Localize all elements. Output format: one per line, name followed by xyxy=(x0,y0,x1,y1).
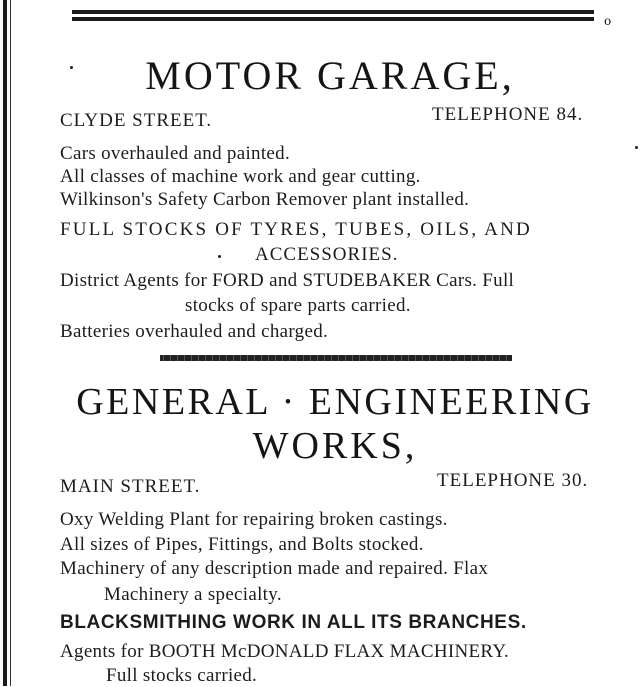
print-speck xyxy=(218,255,221,258)
engineering-street: MAIN STREET. xyxy=(60,476,201,497)
engineering-agents-line: Agents for BOOTH McDONALD FLAX MACHINERY. xyxy=(60,641,509,662)
print-speck xyxy=(635,146,638,149)
engineering-service-line: Oxy Welding Plant for repairing broken castings. xyxy=(60,509,448,530)
garage-agents-line: District Agents for FORD and STUDEBAKER Cars. Full xyxy=(60,270,515,291)
garage-service-line: Wilkinson's Safety Carbon Remover plant installed. xyxy=(60,189,470,210)
engineering-full-stocks-line: Full stocks carried. xyxy=(106,665,258,686)
garage-street: CLYDE STREET. xyxy=(60,110,213,131)
garage-stocks-line-cont: ACCESSORIES. xyxy=(255,244,399,265)
engineering-telephone: TELEPHONE 30. xyxy=(437,470,589,491)
engineering-title-cont: WORKS, xyxy=(252,425,418,467)
top-double-rule-upper xyxy=(72,10,594,14)
garage-stocks-line: FULL STOCKS OF TYRES, TUBES, OILS, AND xyxy=(60,219,532,240)
engineering-service-line: All sizes of Pipes, Fittings, and Bolts stocked. xyxy=(60,534,424,555)
garage-agents-line-cont: stocks of spare parts carried. xyxy=(185,295,411,316)
left-border-rule xyxy=(3,0,7,686)
engineering-title: GENERAL · ENGINEERING xyxy=(76,381,594,423)
engineering-service-line-cont: Machinery a specialty. xyxy=(104,584,282,605)
engineering-service-line: Machinery of any description made and repaired. Flax xyxy=(60,558,489,579)
garage-batteries-line: Batteries overhauled and charged. xyxy=(60,321,329,342)
garage-service-line: All classes of machine work and gear cutting. xyxy=(60,166,421,187)
top-double-rule-lower xyxy=(72,17,594,21)
blacksmithing-line: BLACKSMITHING WORK IN ALL ITS BRANCHES. xyxy=(60,612,527,633)
garage-telephone: TELEPHONE 84. xyxy=(432,104,584,125)
garage-title: MOTOR GARAGE, xyxy=(145,53,515,98)
section-divider xyxy=(160,355,512,361)
left-border-thin-rule xyxy=(10,0,11,686)
corner-mark: o xyxy=(604,14,612,28)
garage-service-line: Cars overhauled and painted. xyxy=(60,143,290,164)
